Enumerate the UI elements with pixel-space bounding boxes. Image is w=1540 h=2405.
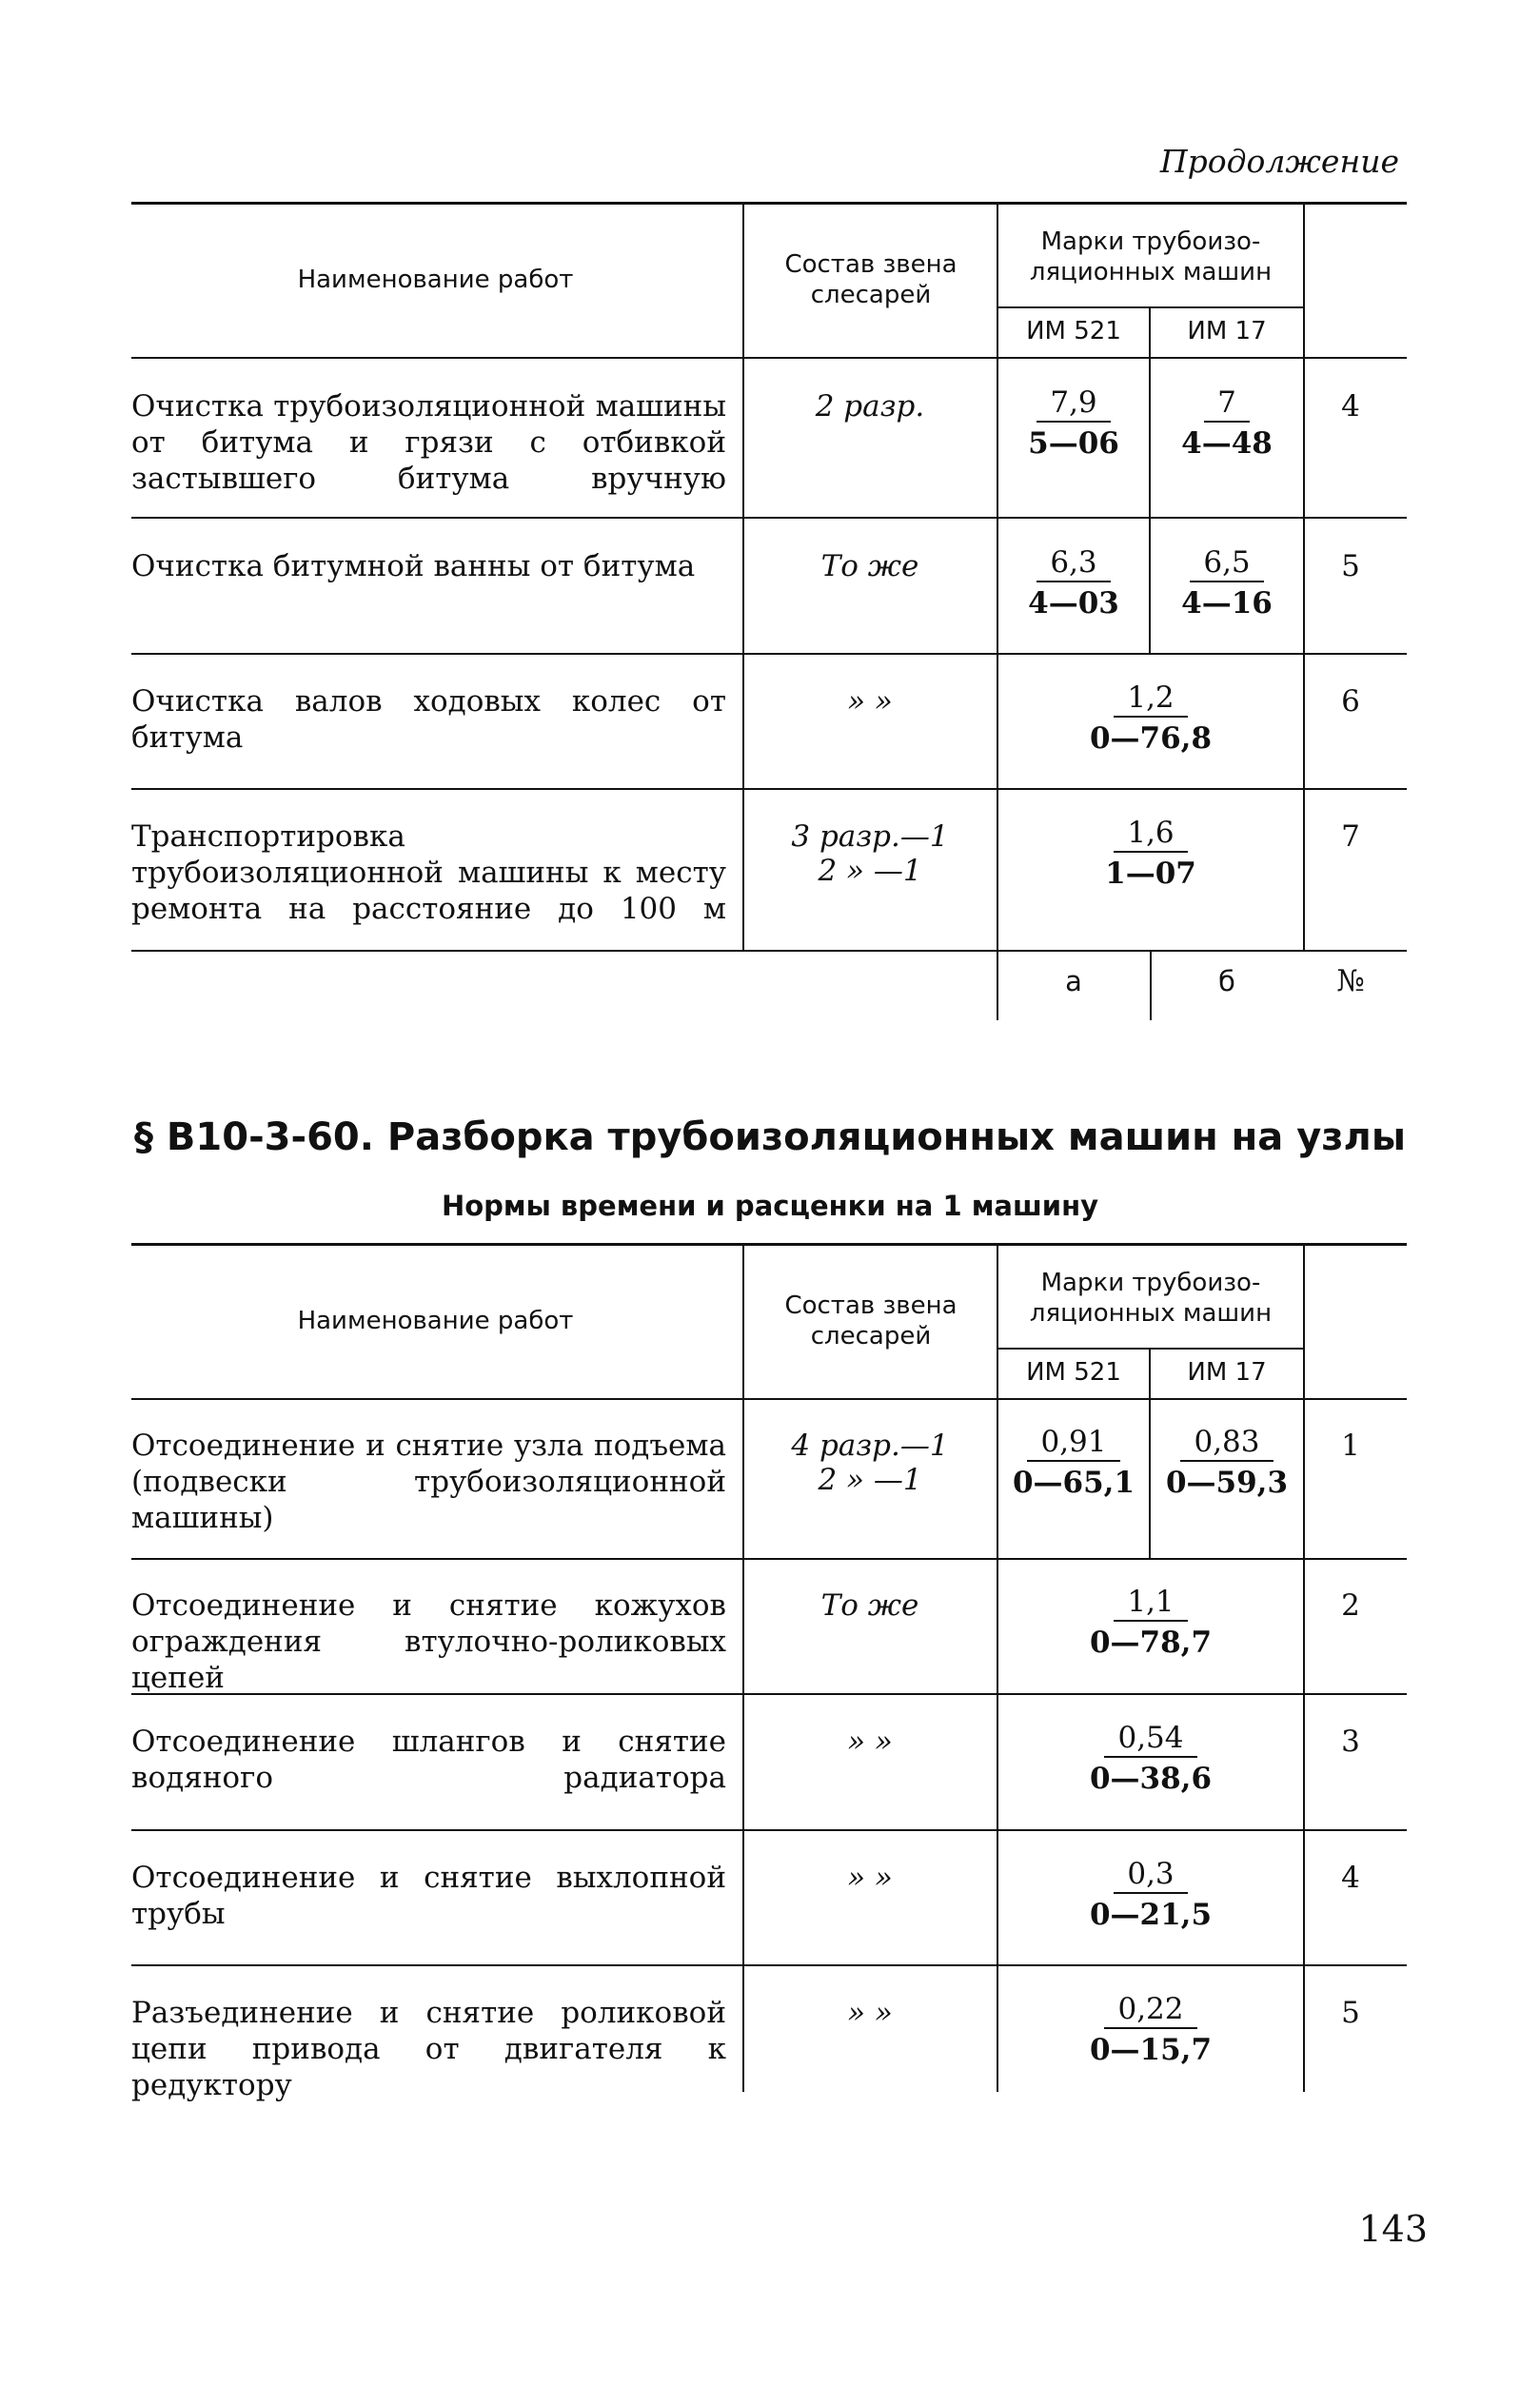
header-machine-brands: Марки трубоизо-ляционных машин [1029, 227, 1273, 286]
crew-composition: То же [820, 549, 919, 583]
norm-both [999, 1584, 1302, 1662]
row-number: 4 [1341, 389, 1360, 424]
crew-composition: » » [847, 1725, 893, 1759]
work-name: Разъединение и снятие роликовой цепи привода от двигателя к редуктору [131, 1996, 726, 2102]
rate: 0—78,7 [1089, 1626, 1213, 1660]
crew-composition: То же [820, 1588, 919, 1623]
rate: 0—21,5 [1089, 1898, 1213, 1932]
work-name: Очистка валов ходовых колес от битума [131, 684, 726, 755]
time-norm: 1,1 [1114, 1584, 1187, 1622]
rate: 0—59,3 [1165, 1466, 1289, 1500]
work-name: Отсоединение и снятие кожухов ограждения втулочно-роликовых цепей [131, 1588, 726, 1695]
norm-im17 [1152, 544, 1302, 622]
time-norm: 6,3 [1037, 544, 1110, 582]
time-norm: 0,22 [1104, 1991, 1196, 2029]
rate: 5—06 [1028, 426, 1119, 461]
norm-im521 [999, 544, 1148, 622]
row-number: 1 [1341, 1429, 1360, 1463]
norm-both [999, 1856, 1302, 1934]
rate: 0—76,8 [1089, 721, 1213, 756]
header-work-name: Наименование работ [297, 1307, 574, 1335]
continuation-label: Продолжение [1159, 143, 1399, 180]
row-number: 3 [1341, 1725, 1360, 1759]
work-name: Отсоединение шлангов и снятие водяного радиатора [131, 1725, 726, 1795]
crew-composition-line-1: 4 разр.—1 [791, 1429, 949, 1463]
rate: 1—07 [1105, 857, 1196, 891]
column-label-number: № [1336, 964, 1365, 998]
crew-composition: » » [847, 684, 893, 719]
row-number: 2 [1341, 1588, 1360, 1623]
header-im17: ИМ 17 [1187, 317, 1267, 345]
crew-composition-line-2: 2 » —1 [818, 1463, 922, 1497]
header-machine-brands: Марки трубоизо-ляционных машин [1029, 1269, 1273, 1328]
time-norm: 1,2 [1114, 680, 1187, 718]
row-number: 5 [1341, 1996, 1360, 2030]
header-im17: ИМ 17 [1187, 1358, 1267, 1387]
page-number: 143 [1358, 2208, 1428, 2250]
work-name: Отсоединение и снятие выхлопной трубы [131, 1861, 726, 1931]
column-label-a: а [1065, 965, 1082, 997]
header-im521: ИМ 521 [1026, 317, 1121, 345]
time-norm: 0,54 [1104, 1720, 1196, 1758]
norm-both [999, 1720, 1302, 1798]
time-norm: 7 [1204, 384, 1250, 423]
row-number: 4 [1341, 1861, 1360, 1895]
norm-im17 [1152, 384, 1302, 463]
section-subtitle: Нормы времени и расценки на 1 машину [441, 1190, 1099, 1222]
time-norm: 1,6 [1114, 815, 1187, 853]
crew-composition: 2 разр. [815, 389, 925, 424]
rate: 4—16 [1181, 586, 1273, 621]
rate: 4—48 [1181, 426, 1273, 461]
norm-both [999, 815, 1302, 893]
header-crew: Состав звена слесарей [784, 1291, 958, 1350]
time-norm: 0,83 [1180, 1424, 1273, 1462]
header-work-name: Наименование работ [297, 266, 574, 294]
work-name: Отсоединение и снятие узла подъема (подвески трубоизоляционной машины) [131, 1429, 726, 1535]
rate: 0—38,6 [1089, 1762, 1213, 1796]
norm-im521 [999, 384, 1148, 463]
norm-both [999, 1991, 1302, 2069]
rate: 0—15,7 [1089, 2033, 1213, 2067]
header-crew: Состав звена слесарей [784, 250, 958, 309]
crew-composition: » » [847, 1996, 893, 2030]
rate: 4—03 [1028, 586, 1119, 621]
crew-composition: » » [847, 1861, 893, 1895]
work-name: Очистка трубоизоляционной машины от битума и грязи с отбивкой застывшего битума вручную [131, 389, 726, 496]
norm-both [999, 680, 1302, 758]
row-number: 5 [1341, 549, 1360, 583]
header-im521: ИМ 521 [1026, 1358, 1121, 1387]
crew-composition-line-2: 2 » —1 [818, 854, 922, 888]
time-norm: 6,5 [1190, 544, 1263, 582]
norm-im521 [999, 1424, 1148, 1502]
time-norm: 0,3 [1114, 1856, 1187, 1894]
time-norm: 0,91 [1027, 1424, 1119, 1462]
section-title: § В10-3-60. Разборка трубоизоляционных машин на узлы [133, 1115, 1406, 1159]
rate: 0—65,1 [1012, 1466, 1135, 1500]
crew-composition-line-1: 3 разр.—1 [791, 819, 949, 854]
work-name: Очистка битумной ванны от битума [131, 549, 696, 583]
work-name: Транспортировка трубоизоляционной машины к месту ремонта на расстояние до 100 м [131, 819, 726, 926]
row-number: 6 [1341, 684, 1360, 719]
time-norm: 7,9 [1037, 384, 1110, 423]
column-label-b: б [1218, 965, 1235, 997]
norm-im17 [1152, 1424, 1302, 1502]
row-number: 7 [1341, 819, 1360, 854]
